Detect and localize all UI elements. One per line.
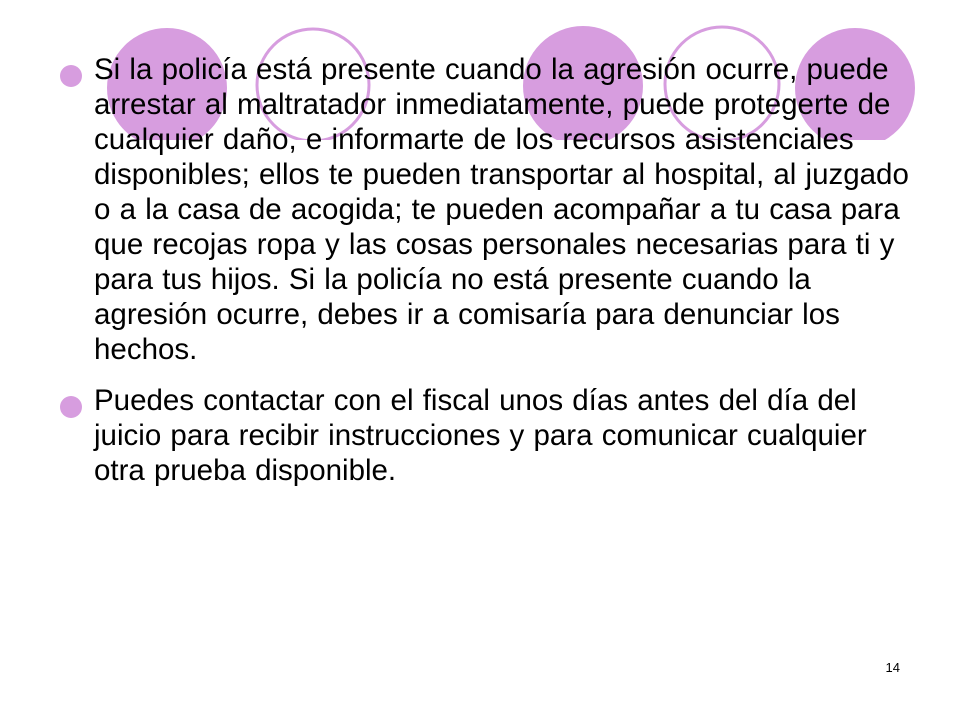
bullet-dot-icon bbox=[60, 65, 82, 87]
bullet-dot-icon bbox=[60, 396, 82, 418]
bullet-list bbox=[60, 52, 920, 504]
slide-number: 14 bbox=[885, 660, 900, 675]
bullet-item bbox=[60, 52, 920, 367]
bullet-text: Puedes contactar con el fiscal unos días antes del día del juicio para recibir instrucciones y para comunicar cualquier otra prueba disponible. bbox=[94, 384, 867, 487]
bullet-text: Si la policía está presente cuando la agresión ocurre, puede arrestar al maltratador inmediatamente, puede protegerte de cualquier daño, e informarte de los recursos asistenciales disponibles; ellos te pueden transportar al hospital, al juzgado o a la casa de acogida; te pueden acompañar a tu casa para que recojas ropa y las cosas personales necesarias para ti y para tus hijos. Si la policía no está presente cuando la agresión ocurre, debes ir a comisaría para denunciar los hechos. bbox=[94, 53, 909, 366]
bullet-item bbox=[60, 383, 920, 488]
